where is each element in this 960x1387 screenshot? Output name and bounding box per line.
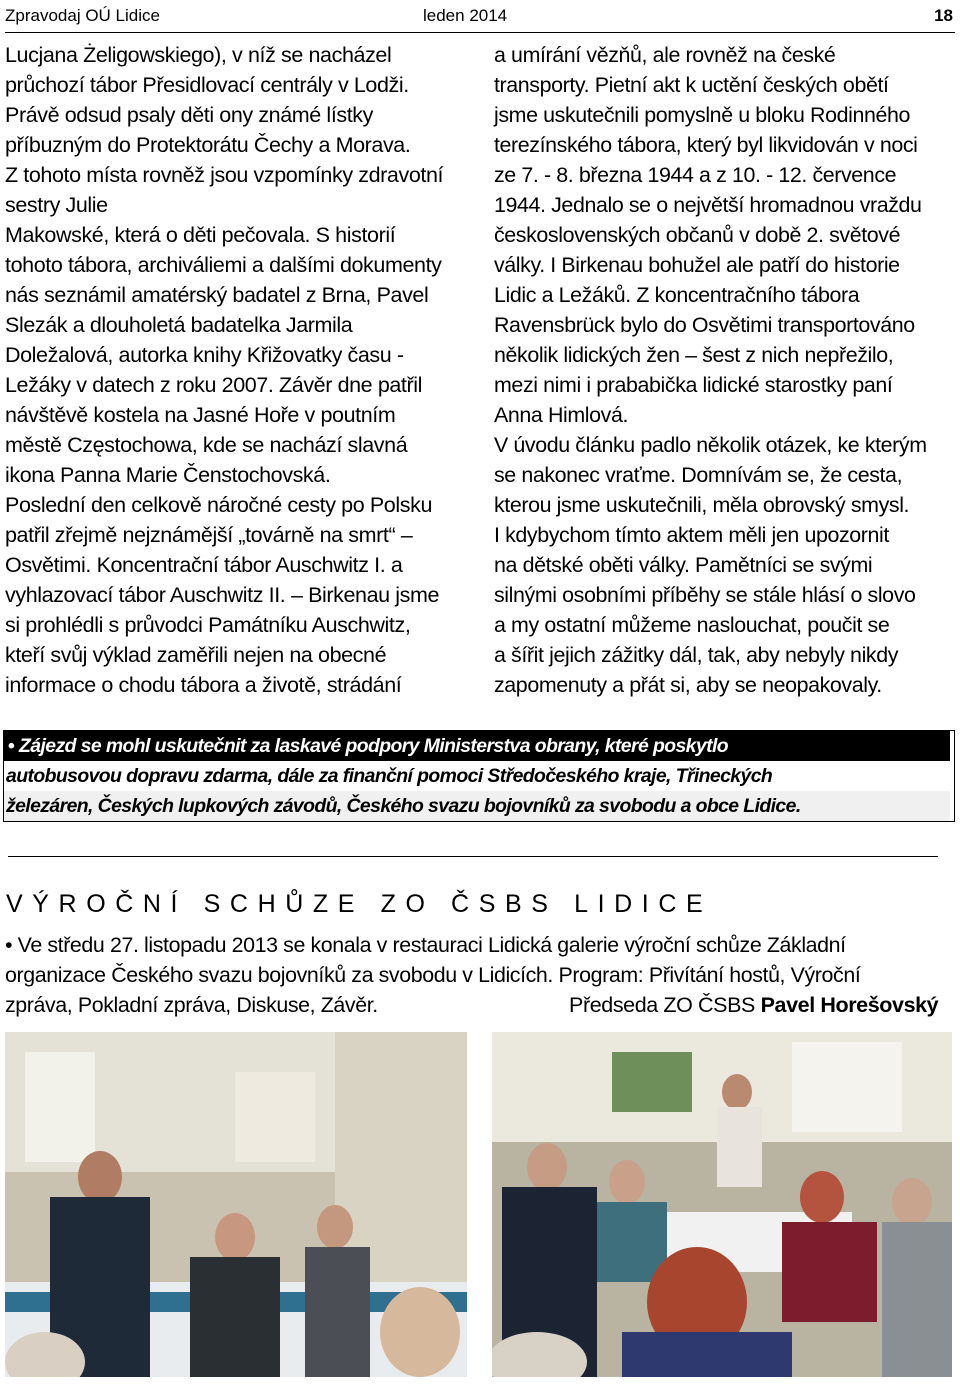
- article-line: kterou jsme uskutečnili, měla obrovský smysl.: [494, 493, 910, 517]
- article-line: příbuzným do Protektorátu Čechy a Morava.: [5, 133, 411, 157]
- article-line: a umírání vězňů, ale rovněž na české: [494, 43, 836, 67]
- article-line: silnými osobními příběhy se stále hlásí o slovo: [494, 583, 916, 607]
- article-line: ikona Panna Marie Čenstochovská.: [5, 463, 331, 487]
- article-line: ze 7. - 8. března 1944 a z 10. - 12. července: [494, 163, 897, 187]
- article-line: Z tohoto místa rovněž jsou vzpomínky zdravotní: [5, 163, 444, 187]
- sponsor-line-1: [4, 731, 950, 761]
- article-line: a šířit jejich zážitky dál, tak, aby nebyly nikdy: [494, 643, 899, 667]
- article-line: Právě odsud psaly děti ony známé lístky: [5, 103, 374, 127]
- signature: [569, 990, 938, 1020]
- sponsor-line-3: železáren, Českých lupkových závodů, Českého svazu bojovníků za svobodu a obce Lidice.: [4, 791, 950, 821]
- article-line: vyhlazovací tábor Auschwitz II. – Birkenau jsme: [5, 583, 440, 607]
- signature-name: Pavel Horešovský: [760, 993, 939, 1017]
- article-line: československých občanů v době 2. světové: [494, 223, 901, 247]
- report-line: • Ve středu 27. listopadu 2013 se konala v restauraci Lidická galerie výroční schůze Základní: [5, 933, 846, 957]
- article-line: kteří svůj výklad zaměřili nejen na obecné: [5, 643, 387, 667]
- article-line: 1944. Jednalo se o největší hromadnou vraždu: [494, 193, 922, 217]
- article-right-column: [494, 40, 954, 700]
- article-line: Anna Himlová.: [494, 403, 629, 427]
- sponsor-notice: [3, 730, 955, 822]
- article-line: zapomenuty a přát si, aby se neopakovaly.: [494, 673, 882, 697]
- article-line: transporty. Pietní akt k uctění českých obětí: [494, 73, 889, 97]
- meeting-photo-right: [492, 1032, 952, 1377]
- article-line: mezi nimi i prababička lidické starostky paní: [494, 373, 893, 397]
- meeting-photo-left: [5, 1032, 467, 1377]
- sponsor-line-2: autobusovou dopravu zdarma, dále za finanční pomoci Středočeského kraje, Třineckých: [5, 765, 773, 787]
- article-line: a my ostatní můžeme naslouchat, poučit se: [494, 613, 890, 637]
- article-line: Ležáky v datech z roku 2007. Závěr dne patřil: [5, 373, 423, 397]
- article-line: války. I Birkenau bohužel ale patří do historie: [494, 253, 900, 277]
- page-header: [5, 4, 955, 32]
- article-line: se nakonec vraťme. Domnívám se, že cesta,: [494, 463, 903, 487]
- article-line: Lucjana Żeligowskiego), v níž se nacházel: [5, 43, 392, 67]
- article-line: Lidic a Ležáků. Z koncentračního tábora: [494, 283, 860, 307]
- header-rule: [5, 32, 955, 33]
- article-line: Poslední den celkově náročné cesty po Polsku: [5, 493, 433, 517]
- sponsor-text-1: Zájezd se mohl uskutečnit za laskavé podpory Ministerstva obrany, které poskytlo: [18, 735, 729, 757]
- article-line: průchozí tábor Přesidlovací centrály v Lodži.: [5, 73, 409, 97]
- signature-role: Předseda ZO ČSBS: [569, 993, 755, 1017]
- report-line: zpráva, Pokladní zpráva, Diskuse, Závěr.: [5, 993, 378, 1017]
- meeting-report: [5, 930, 955, 1020]
- page-number: 18: [934, 6, 953, 25]
- article-line: tohoto tábora, archiváliemi a dalšími dokumenty: [5, 253, 442, 277]
- issue-date: leden 2014: [423, 6, 508, 25]
- article-line: Makowské, která o děti pečovala. S historií: [5, 223, 396, 247]
- article-line: si prohlédli s průvodci Památníku Auschwitz,: [5, 613, 411, 637]
- report-line: organizace Českého svazu bojovníků za svobodu v Lidicích. Program: Přivítání hostů, Výroční: [5, 963, 861, 987]
- article-line: patřil zřejmě nejznámější „továrně na smrt“ –: [5, 523, 413, 547]
- article-line: I kdybychom tímto aktem měli jen upozornit: [494, 523, 889, 547]
- article-line: sestry Julie: [5, 193, 108, 217]
- article-line: Doležalová, autorka knihy Křižovatky času -: [5, 343, 404, 367]
- article-line: nás seznámil amatérský badatel z Brna, Pavel: [5, 283, 429, 307]
- article-line: na dětské oběti války. Pamětníci se svými: [494, 553, 873, 577]
- article-line: Ravensbrück bylo do Osvětimi transportováno: [494, 313, 915, 337]
- section-divider: [8, 856, 938, 857]
- article-line: V úvodu článku padlo několik otázek, ke kterým: [494, 433, 927, 457]
- article-line: městě Częstochowa, kde se nachází slavná: [5, 433, 408, 457]
- photo-icon: [5, 1032, 467, 1377]
- bullet-icon: •: [7, 735, 15, 757]
- publication-title: Zpravodaj OÚ Lidice: [5, 6, 160, 25]
- article-line: Slezák a dlouholetá badatelka Jarmila: [5, 313, 353, 337]
- section-title: VÝROČNÍ SCHŮZE ZO ČSBS LIDICE: [6, 890, 713, 918]
- article-line: návštěvě kostela na Jasné Hoře v poutním: [5, 403, 396, 427]
- article-line: několik lidických žen – šest z nich nepřežilo,: [494, 343, 894, 367]
- article-line: informace o chodu tábora a životě, strádání: [5, 673, 402, 697]
- photo-icon: [492, 1032, 952, 1377]
- article-line: jsme uskutečnili pomyslně u bloku Rodinného: [494, 103, 911, 127]
- article-line: terezínského tábora, který byl likvidován v noci: [494, 133, 918, 157]
- article-left-column: [5, 40, 475, 700]
- article-line: Osvětimi. Koncentrační tábor Auschwitz I. a: [5, 553, 403, 577]
